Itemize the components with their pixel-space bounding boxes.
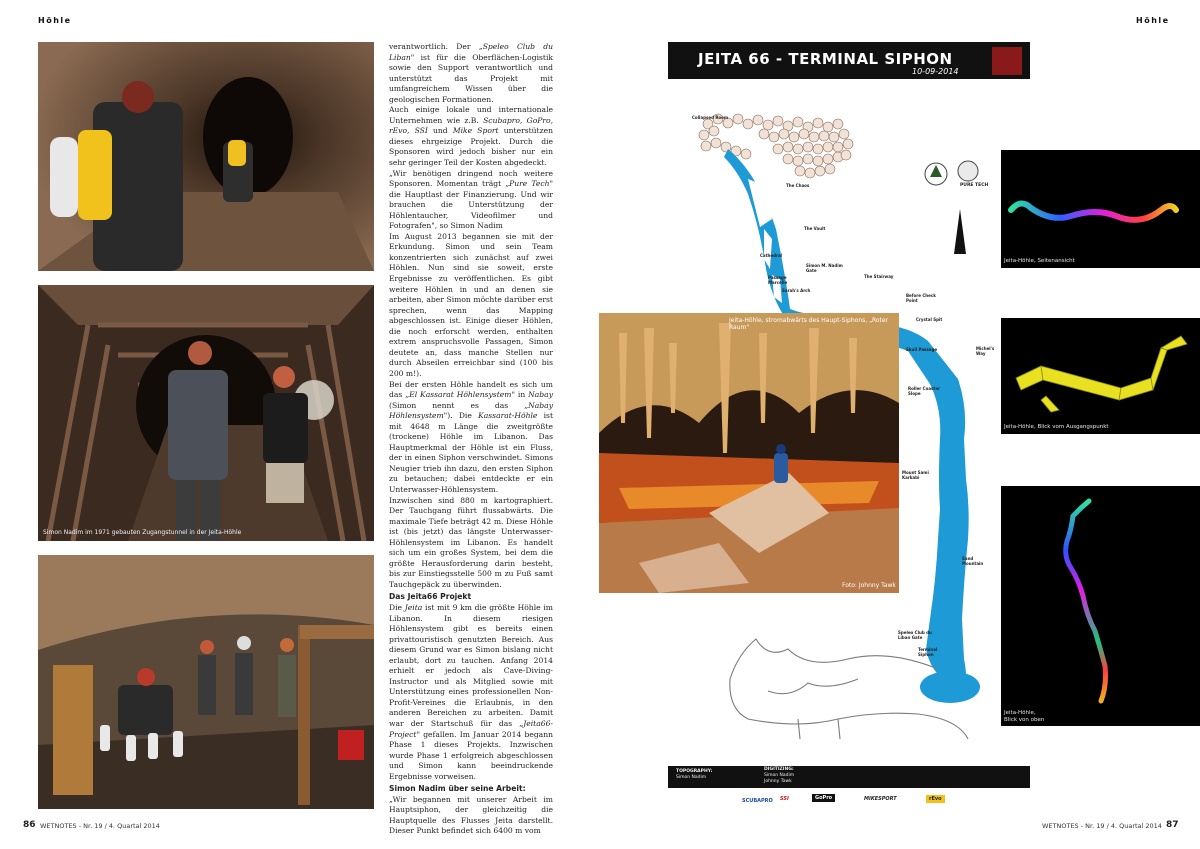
map-date: 10-09-2014 (912, 67, 959, 76)
digitizing-name: Simon Nadim (764, 773, 795, 778)
photo-caption-tunnel: Simon Nadim im 1971 gebauten Zugangstunnel in der Jeita-Höhle (43, 529, 242, 536)
article-body (389, 42, 553, 837)
article-paragraph: Inzwischen sind 880 m kartographiert. Der Tauchgang führt flussabwärts. Die maximale Tiefe beträgt 42 m. Diese Höhle ist (bis jetzt) das längste Unterwasser-Höhlensystem im Libanon. Es handelt sich um ein großes System, bei dem die größte Herausforderung darin besteht, bis zur Einstiegsstelle 500 m zu Fuß samt Tauchgepäck zu überwinden. (389, 495, 553, 589)
map-label: Passage Marcelle (768, 275, 788, 285)
panel-caption: Blick von oben (1004, 717, 1045, 723)
map-label: Terminal Siphon (918, 647, 938, 657)
issue-info-right: WETNOTES - Nr. 19 / 4. Quartal 2014 (1042, 822, 1162, 830)
map-credits-bar (668, 766, 1030, 788)
map-corner-logo (992, 47, 1022, 75)
map-label: Collapsed Room (692, 115, 729, 120)
map-label: The Stairway (864, 274, 894, 279)
topography-name: Simon Nadim (676, 775, 707, 780)
map-label: The Vault (804, 226, 826, 231)
map-label: Speleo Club du Liban Gate (898, 630, 932, 640)
photo-tunnel-diver (38, 42, 374, 271)
map-label: Before Check Point (906, 293, 936, 303)
topography-label: TOPOGRAPHY: (676, 769, 713, 774)
article-paragraph: Bei der ersten Höhle handelt es sich um das „El Kassarat Höhlensystem" in Nabay (Simon nennt es das „Nabay Höhlensystem"). Die Kassarat-Höhle ist mit 4648 m Länge die zweitgrößte (trockene) Höhle im Libanon. Das Hauptmerkmal der Höhle ist ein Fluss, der in einen Siphon verschwindet. Simons Neugier trieb ihn dazu, den ersten Siphon zu betauchen; dabei entdeckte er ein Unterwasser-Höhlensystem. (389, 379, 553, 494)
panel-caption: Jeita-Höhle, Seitenansicht (1004, 258, 1075, 264)
map-label: Crystal Spit (916, 317, 943, 322)
article-paragraph: verantwortlich. Der „Speleo Club du Liban" ist für die Oberflächen-Logistik sowie den Support verantwortlich und unterstützt das Projekt mit umfangreichem Wissen über die geologischen Formationen. (389, 42, 553, 104)
map-label: Skull Passage (906, 347, 938, 352)
map-label: The Chaos (786, 183, 810, 188)
photo-tunnel-entrance (38, 555, 374, 809)
map-label: Sarah's Arch (782, 288, 811, 293)
photo-caption-red-room: Jeita-Höhle, stromabwärts des Haupt-Siphons, „Roter Raum" (729, 317, 889, 331)
map-label: Roller Coaster Slope (908, 386, 941, 396)
pure-tech-logo-text: PURE TECH (960, 183, 989, 188)
digitizing-label: DIGITIZING: (764, 767, 794, 772)
sponsor-logo: MIKESPORT (864, 796, 897, 802)
photo-credit: Foto: Johnny Tawk (842, 582, 896, 589)
article-paragraph: „Wir begannen mit unserer Arbeit im Hauptsiphon, der gleichzeitig die Hauptquelle des Flusses Jeita darstellt. Dieser Punkt befindet sich 6400 m vom (389, 794, 553, 836)
article-subheading: Das Jeita66 Projekt (389, 592, 472, 602)
article-paragraph: „Wir benötigen dringend noch weitere Sponsoren. Momentan trägt „Pure Tech" die Hauptlast der Finanzierung. Und wir brauchen die Unterstützung der Höhlentaucher, Videofilmer und Fotografen", so Simon Nadim (389, 168, 553, 231)
article-subheading: Simon Nadim über seine Arbeit: (389, 784, 526, 794)
page-number-right: 87 (1166, 820, 1179, 830)
article-paragraph: Die Jeita ist mit 9 km die größte Höhle im Libanon. In diesem riesigen Höhlensystem gibt es bereits einen privattouristisch genutzten Bereich. Aus diesem Grund war es Simon bislang nicht erlaubt, dort zu tauchen. Anfang 2014 erhielt er jedoch als Cave-Diving-Instructor und als Mitglied sowie mit Unterstützung eines professionellen Non-Profit-Vereines die Erlaubnis, in den anderen Bereichen zu arbeiten. Damit war der Startschuß für das „Jeita66-Project" gefallen. Im Januar 2014 begann Phase 1 dieses Projekts. Inzwischen wurde Phase 1 erfolgreich abgeschlossen und Simon kann beeindruckende Ergebnisse vorweisen. (389, 602, 553, 781)
map-label: Cathedral (760, 253, 783, 258)
panel-exit-view (1001, 318, 1200, 434)
map-label: Sand Mountain (962, 556, 984, 566)
panel-caption: Jeita-Höhle, (1004, 710, 1036, 716)
map-label: Michel's Way (976, 346, 995, 356)
issue-info-left: WETNOTES - Nr. 19 / 4. Quartal 2014 (40, 822, 160, 830)
sponsor-logo: rEvo (926, 795, 945, 803)
article-paragraph: Im August 2013 begannen sie mit der Erkundung. Simon und sein Team konzentrierten sich zunächst auf zwei Höhlen. Nun sind sie soweit, erste Ergebnisse zu veröffentlichen. Es gibt weitere Höhlen in und an denen sie arbeiten, aber Simon möchte darüber erst sprechen, wenn das Mapping abgeschlossen ist. Einige dieser Höhlen, die noch erforscht werden, enthalten extrem anspruchsvolle Passagen, Simon deutete an, dass manche Stellen nur durch Abseilen erreichbar sind (100 bis 200 m!). (389, 231, 553, 378)
section-header-left: Höhle (38, 16, 72, 25)
panel-top-view (1001, 486, 1200, 726)
sponsor-logo: SCUBAPRO (742, 798, 773, 804)
map-label: Mount Sami Karkabi (902, 470, 929, 480)
panel-side-view (1001, 150, 1200, 268)
digitizing-name: Johnny Tawk (764, 779, 792, 784)
page-number-left: 86 (23, 820, 36, 830)
map-header (668, 42, 1030, 79)
sponsor-logo: SSI (780, 796, 789, 802)
panel-caption: Jeita-Höhle, Blick vom Ausgangspunkt (1004, 424, 1109, 430)
photo-red-room (599, 313, 899, 593)
article-paragraph: Auch einige lokale und internationale Unternehmen wie z.B. Scubapro, GoPro, rEvo, SSI und Mike Sport unterstützen dieses ehrgeizige Projekt. Durch die Sponsoren wird jedoch bisher nur ein sehr geringer Teil der Kosten abgedeckt. (389, 105, 553, 168)
section-header-right: Höhle (1136, 16, 1170, 25)
map-title: JEITA 66 - TERMINAL SIPHON (698, 50, 953, 68)
sponsor-logo: GoPro (812, 794, 835, 802)
photo-timbered-tunnel (38, 285, 374, 541)
map-label: Simon M. Nadim Gate (806, 263, 843, 273)
